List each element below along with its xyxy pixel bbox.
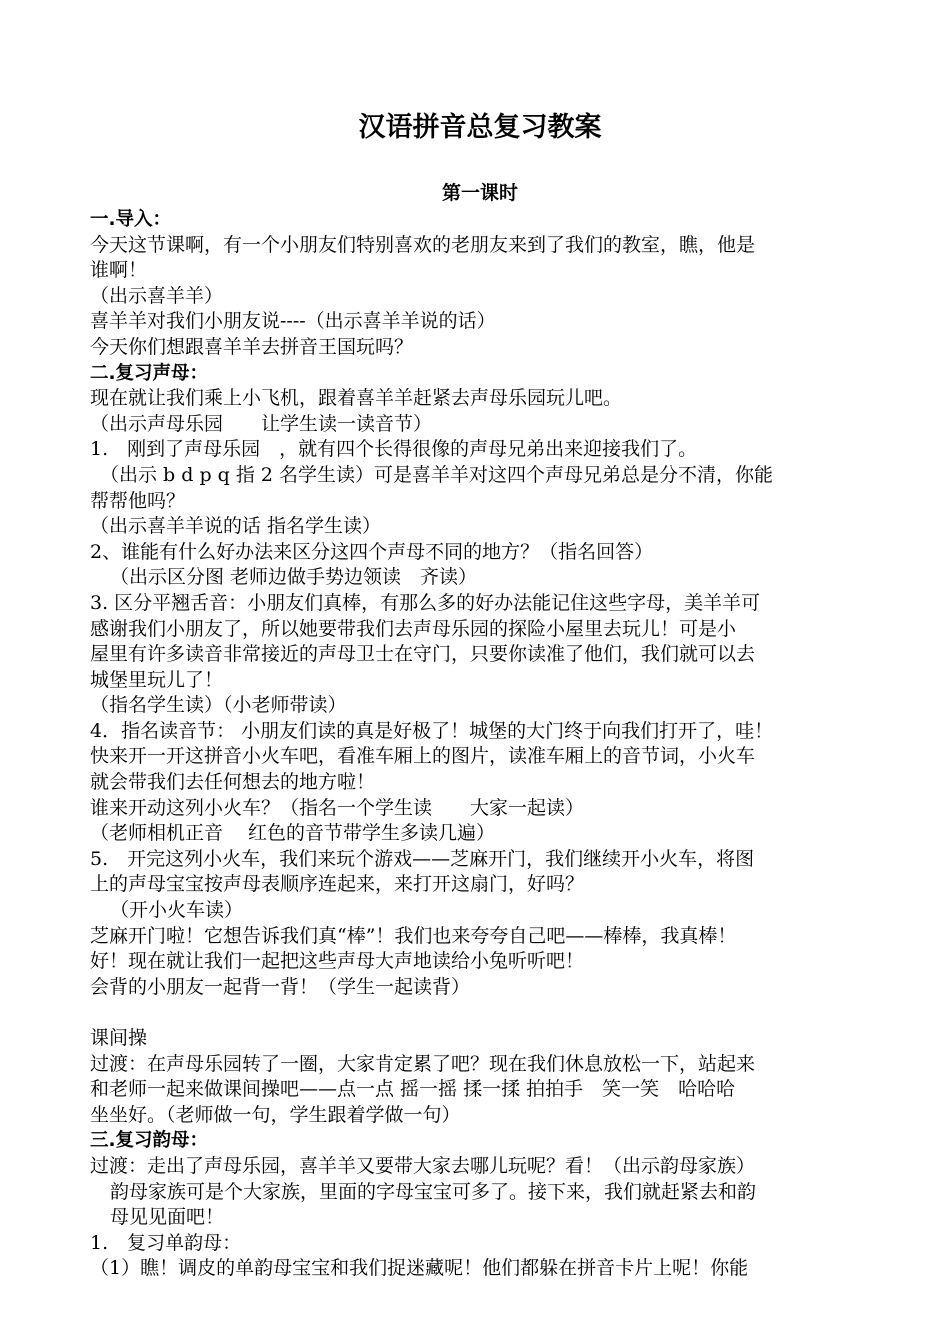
text-line: 课间操 — [90, 1027, 148, 1049]
text-line: （开小火车读） — [110, 899, 244, 922]
text-line — [90, 1000, 868, 1026]
text-line: 韵母家族可是个大家族，里面的字母宝宝可多了。接下来，我们就赶紧去和韵 — [110, 1180, 757, 1203]
text-line: 谁来开动这列小火车？（指名一个学生读 大家一起读） — [90, 796, 585, 819]
document-title: 汉语拼音总复习教案 — [358, 112, 602, 143]
text-line: （老师相机正音 红色的音节带学生多读几遍） — [90, 822, 496, 845]
text-line: 4．指名读音节： 小朋友们读的真是好极了！城堡的大门终于向我们打开了，哇！ — [90, 719, 774, 742]
text-line: 就会带我们去任何想去的地方啦！ — [90, 771, 376, 794]
text-line: 过渡：在声母乐园转了一圈，大家肯定累了吧？现在我们休息放松一下，站起来 — [90, 1052, 756, 1075]
text-line: （出示 b d p q 指 2 名学生读）可是喜羊羊对这四个声母兄弟总是分不清，你能 — [100, 463, 774, 486]
text-line: 现在就让我们乘上小飞机，跟着喜羊羊赶紧去声母乐园玩儿吧。 — [90, 387, 623, 410]
section-heading: 三.复习韵母： — [90, 1130, 209, 1152]
lesson-subtitle: 第一课时 — [441, 182, 518, 204]
text-line: 今天你们想跟喜羊羊去拼音王国玩吗？ — [90, 335, 414, 358]
text-line: 和老师一起来做课间操吧——点一点 摇一摇 揉一揉 拍拍手 笑一笑 哈哈哈 — [90, 1078, 736, 1101]
text-line: 快来开一开这拼音小火车吧，看准车厢上的图片，读准车厢上的音节词，小火车 — [90, 745, 756, 768]
text-line: 感谢我们小朋友了，所以她要带我们去声母乐园的探险小屋里去玩儿！可是小 — [90, 617, 737, 640]
text-line: 过渡：走出了声母乐园，喜羊羊又要带大家去哪儿玩呢？看！（出示韵母家族） — [90, 1154, 756, 1177]
text-line: （出示喜羊羊说的话 指名学生读） — [90, 515, 382, 538]
text-line: 屋里有许多读音非常接近的声母卫士在守门，只要你读准了他们，我们就可以去 — [90, 643, 756, 666]
text-line: （指名学生读）（小老师带读） — [90, 694, 347, 717]
text-line: 今天这节课啊，有一个小朋友们特别喜欢的老朋友来到了我们的教室，瞧，他是 — [90, 233, 756, 256]
section-heading: 二.复习声母： — [90, 362, 209, 384]
text-line: 5. 开完这列小火车，我们来玩个游戏——芝麻开门，我们继续开小火车，将图 — [90, 847, 755, 870]
section-heading: 一.导入： — [90, 209, 172, 230]
text-line: 母见见面吧！ — [110, 1206, 225, 1229]
text-line: 城堡里玩儿了！ — [90, 668, 224, 691]
text-line: 帮帮他吗？ — [90, 489, 186, 512]
text-line: 好！现在就让我们一起把这些声母大声地读给小兔听听吧！ — [90, 950, 585, 973]
text-line: （出示声母乐园 让学生读一读音节） — [90, 412, 433, 435]
text-line: 喜羊羊对我们小朋友说----（出示喜羊羊说的话） — [90, 310, 496, 333]
text-line: 2、谁能有什么好办法来区分这四个声母不同的地方？（指名回答） — [90, 540, 654, 563]
document-body — [90, 207, 868, 1282]
text-line: 1. 复习单韵母： — [90, 1231, 242, 1254]
text-line: （1）瞧！调皮的单韵母宝宝和我们捉迷藏呢！他们都躲在拼音卡片上呢！你能 — [90, 1257, 749, 1280]
text-line: 芝麻开门啦！它想告诉我们真“棒”！我们也来夸夸自己吧——棒棒，我真棒！ — [90, 924, 737, 947]
text-line: 坐坐好。（老师做一句，学生跟着学做一句） — [90, 1103, 461, 1126]
text-line: （出示区分图 老师边做手势边领读 齐读） — [110, 566, 478, 589]
text-line: 谁啊！ — [90, 259, 148, 282]
text-line: 上的声母宝宝按声母表顺序连起来，来打开这扇门，好吗？ — [90, 873, 585, 896]
text-line: （出示喜羊羊） — [90, 284, 224, 307]
text-line: 1. 刚到了声母乐园 ，就有四个长得很像的声母兄弟出来迎接我们了。 — [90, 438, 698, 461]
text-line: 3. 区分平翘舌音：小朋友们真棒，有那么多的好办法能记住这些字母，美羊羊可 — [90, 591, 761, 614]
text-line: 会背的小朋友一起背一背！（学生一起读背） — [90, 975, 471, 998]
